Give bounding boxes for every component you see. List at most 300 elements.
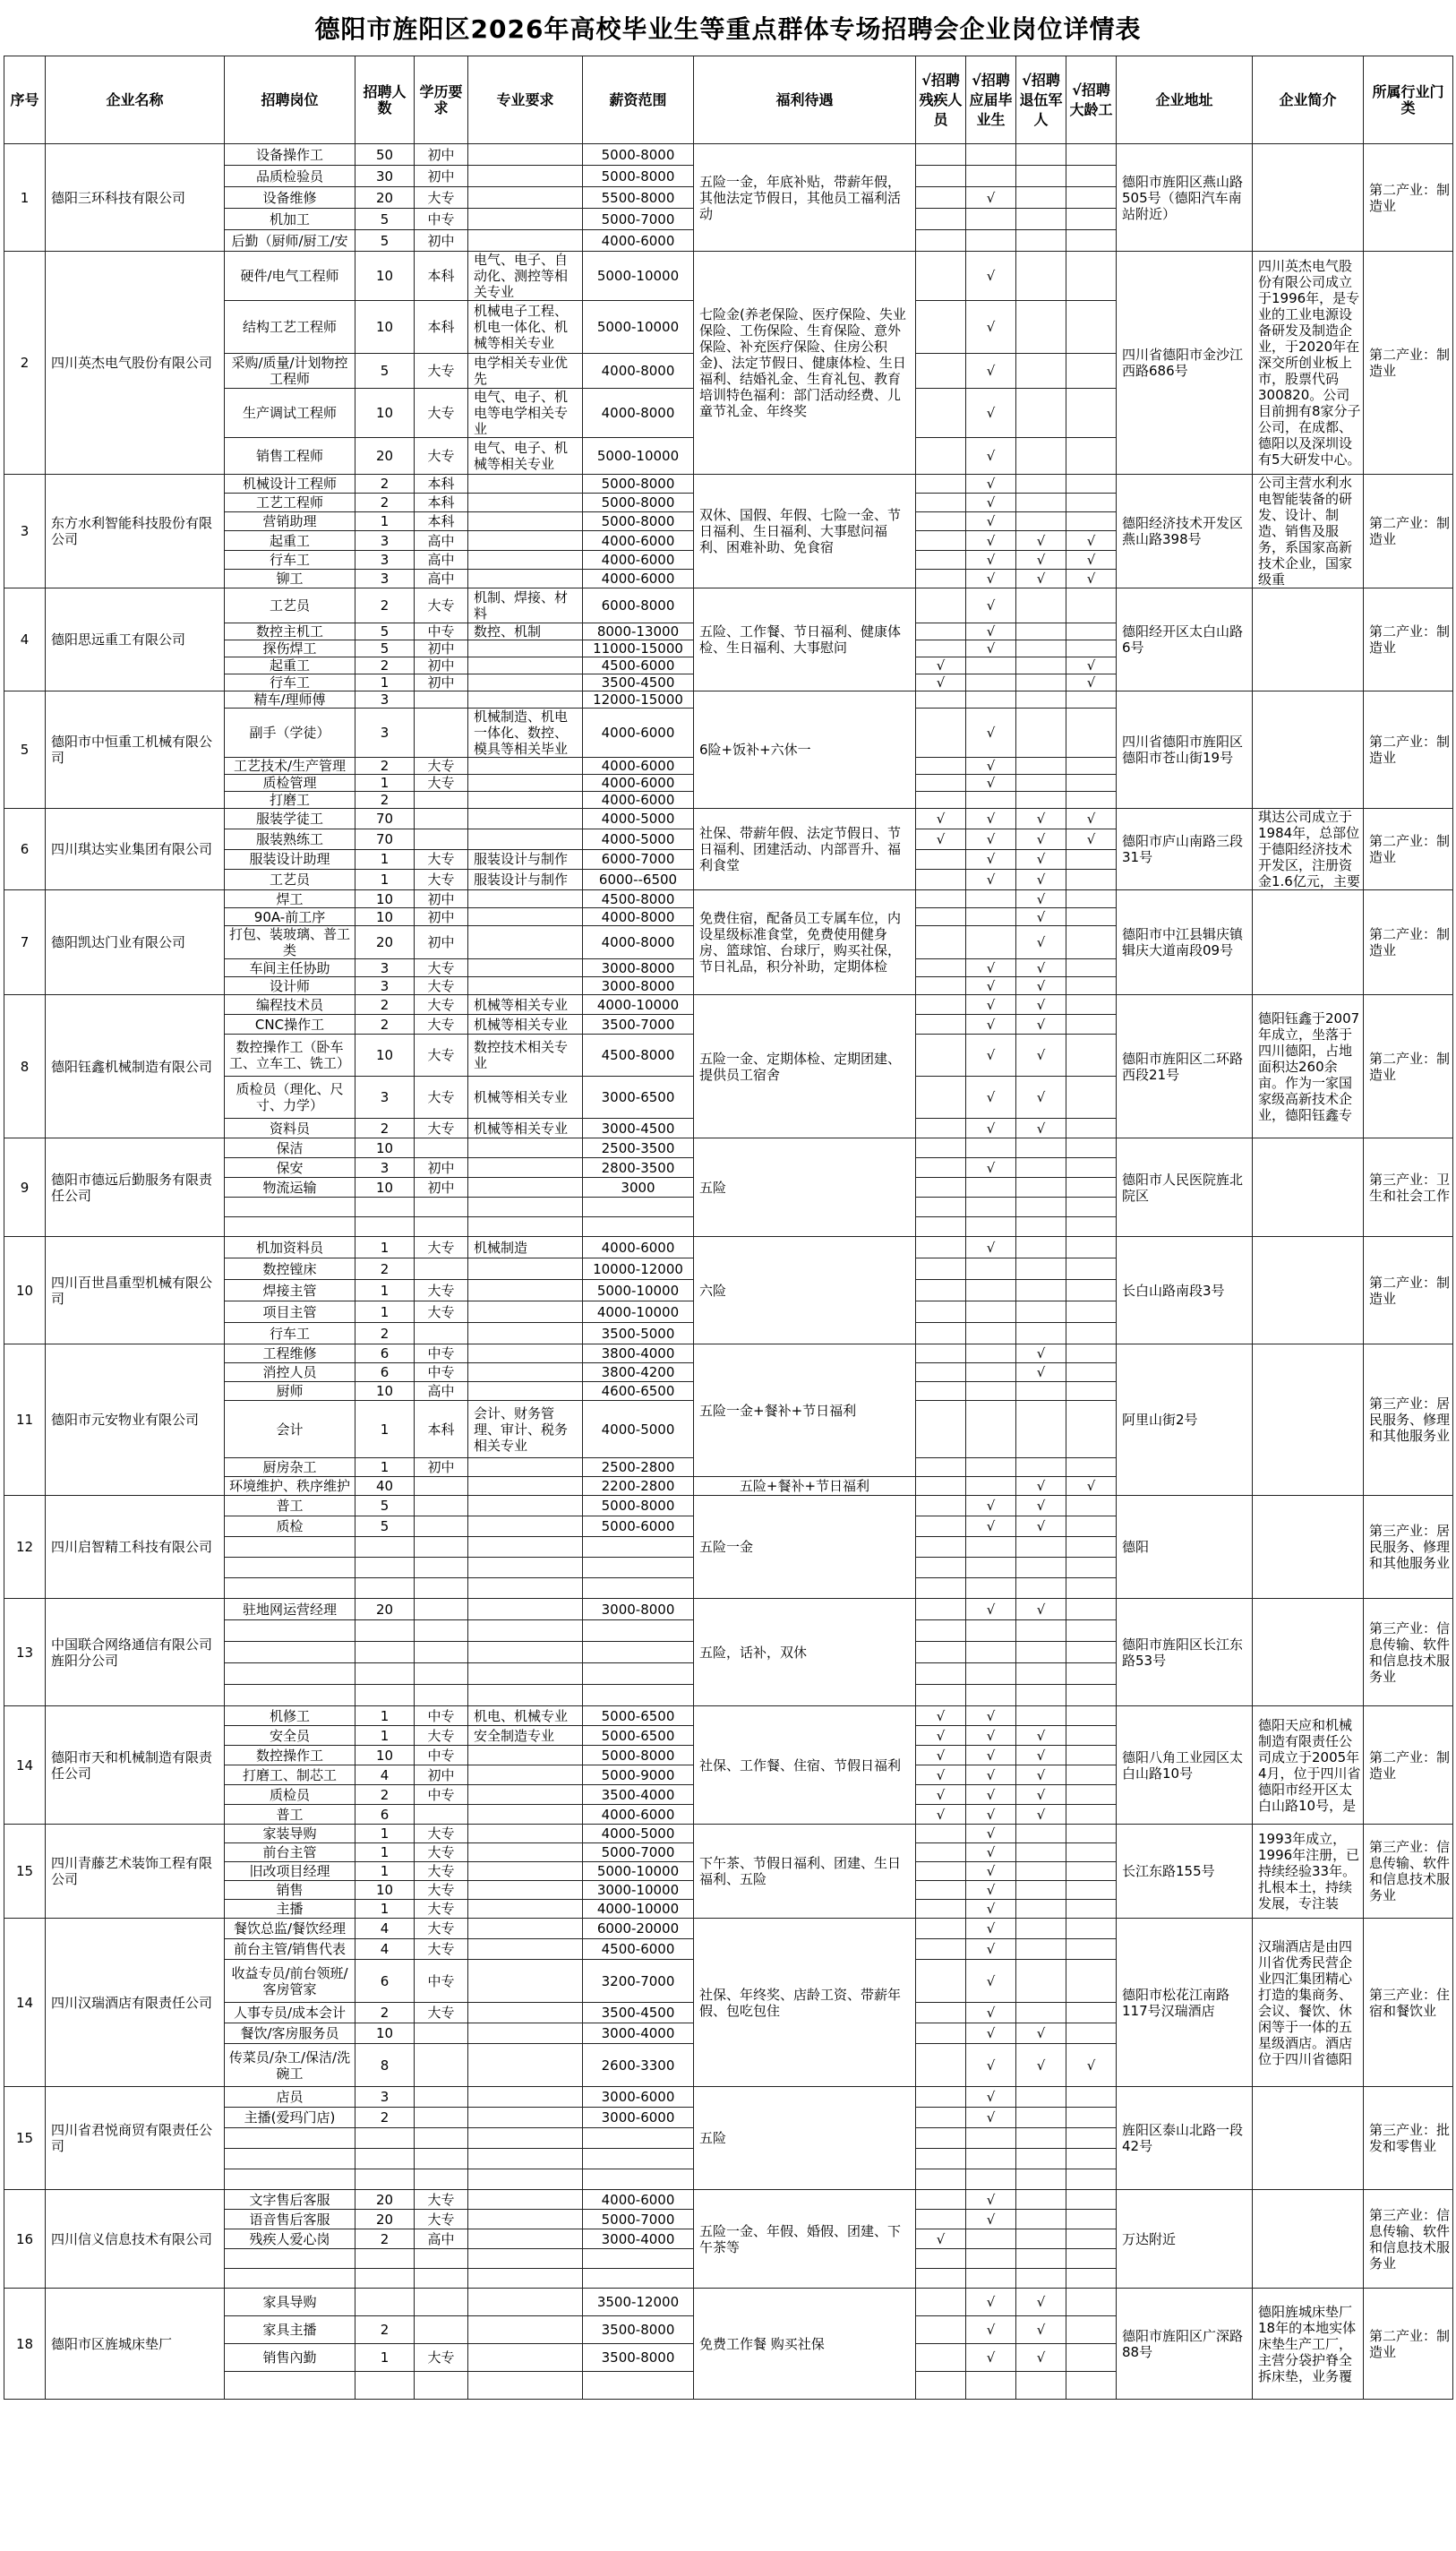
flag-older — [1066, 1363, 1117, 1382]
table-row — [4, 252, 1453, 301]
job-count: 2 — [355, 995, 415, 1015]
flag-graduate: √ — [966, 758, 1016, 775]
job-position: 车间主任协助 — [225, 959, 355, 977]
company-address: 旌阳区泰山北路一段42号 — [1117, 2087, 1253, 2190]
job-education — [415, 792, 468, 809]
flag-graduate: √ — [966, 977, 1016, 995]
job-salary: 2500-2800 — [583, 1458, 694, 1477]
job-salary: 5000-6000 — [583, 1516, 694, 1537]
company-address: 长白山路南段3号 — [1117, 1237, 1253, 1344]
job-major: 机械制造、机电一体化、数控、模具等相关毕业 — [468, 709, 583, 758]
job-salary — [583, 2128, 694, 2149]
flag-older — [1066, 2190, 1117, 2210]
job-count: 1 — [355, 1401, 415, 1458]
company-welfare: 五险、工作餐、节日福利、健康体检、生日福利、大事慰问 — [694, 588, 916, 691]
flag-graduate: √ — [966, 354, 1016, 389]
company-industry: 第二产业：制造业 — [1364, 1706, 1453, 1825]
job-salary: 3000 — [583, 1178, 694, 1198]
job-salary: 8000-13000 — [583, 623, 694, 640]
flag-graduate: √ — [966, 494, 1016, 512]
flag-graduate: √ — [966, 809, 1016, 829]
job-salary: 5000-10000 — [583, 301, 694, 354]
flag-disabled — [916, 1825, 966, 1843]
flag-graduate — [966, 1178, 1016, 1198]
flag-older — [1066, 1516, 1117, 1537]
flag-older — [1066, 1642, 1117, 1663]
job-position: 保洁 — [225, 1138, 355, 1158]
flag-veteran — [1016, 187, 1066, 209]
flag-graduate: √ — [966, 1077, 1016, 1119]
company-welfare: 五险一金+餐补+节日福利 — [694, 1344, 916, 1477]
company-welfare: 五险 — [694, 1138, 916, 1237]
job-salary: 5000-10000 — [583, 1862, 694, 1881]
company-intro — [1253, 691, 1364, 809]
job-major — [468, 2023, 583, 2044]
flag-veteran — [1016, 792, 1066, 809]
flag-disabled — [916, 512, 966, 531]
flag-veteran: √ — [1016, 959, 1066, 977]
job-position: 服装设计助理 — [225, 849, 355, 870]
flag-graduate: √ — [966, 1706, 1016, 1726]
job-count: 3 — [355, 959, 415, 977]
job-position: 销售 — [225, 1881, 355, 1900]
job-major: 电气、电子、自动化、测控等相关专业 — [468, 252, 583, 301]
job-salary: 3000-8000 — [583, 1599, 694, 1620]
company-intro: 四川英杰电气股份有限公司成立于1996年，是专业的工业电源设备研发及制造企业，于2020年在深交所创业板上市，股票代码300820。公司目前拥有8家分子公司，在成都、德阳以及深圳设有5大研发中心。 — [1253, 252, 1364, 475]
company-intro — [1253, 588, 1364, 691]
job-salary: 10000-12000 — [583, 1258, 694, 1280]
flag-older — [1066, 1015, 1117, 1035]
job-major — [468, 1138, 583, 1158]
job-major — [468, 1862, 583, 1881]
job-salary: 6000-7000 — [583, 849, 694, 870]
company-intro: 德阳钰鑫于2007年成立，坐落于四川德阳，占地面积达260余亩。作为一家国家级高新技术企业，德阳钰鑫专 — [1253, 995, 1364, 1138]
job-position: 起重工 — [225, 657, 355, 674]
job-education: 本科 — [415, 512, 468, 531]
flag-older: √ — [1066, 569, 1117, 588]
table-row — [4, 2087, 1453, 2108]
job-major — [468, 674, 583, 691]
job-major: 服装设计与制作 — [468, 849, 583, 870]
company-industry: 第三产业：卫生和社会工作 — [1364, 1138, 1453, 1237]
flag-disabled — [916, 1685, 966, 1706]
flag-graduate — [966, 1477, 1016, 1496]
job-major — [468, 230, 583, 252]
job-major — [468, 1843, 583, 1862]
company-address: 德阳经开区太白山路6号 — [1117, 588, 1253, 691]
job-position: CNC操作工 — [225, 1015, 355, 1035]
job-salary: 5000-6500 — [583, 1706, 694, 1726]
flag-older — [1066, 2108, 1117, 2128]
company-number: 8 — [4, 995, 46, 1138]
job-count: 20 — [355, 926, 415, 959]
header-no: 序号 — [4, 56, 46, 144]
job-position: 后勤（厨师/厨工/安 — [225, 230, 355, 252]
job-education: 初中 — [415, 230, 468, 252]
job-count: 3 — [355, 691, 415, 709]
flag-graduate: √ — [966, 1805, 1016, 1825]
job-salary: 4000-8000 — [583, 926, 694, 959]
flag-graduate: √ — [966, 1919, 1016, 1939]
flag-veteran — [1016, 1280, 1066, 1301]
job-count: 20 — [355, 187, 415, 209]
job-major — [468, 908, 583, 926]
flag-veteran — [1016, 1960, 1066, 2003]
job-count: 1 — [355, 1706, 415, 1726]
flag-graduate — [966, 230, 1016, 252]
job-position: 机械设计工程师 — [225, 475, 355, 494]
job-education: 初中 — [415, 640, 468, 657]
job-salary — [583, 2149, 694, 2169]
job-major: 数控、机制 — [468, 623, 583, 640]
flag-older — [1066, 1537, 1117, 1558]
job-salary: 4000-6000 — [583, 550, 694, 569]
flag-veteran: √ — [1016, 890, 1066, 908]
flag-veteran — [1016, 1919, 1066, 1939]
flag-veteran: √ — [1016, 2344, 1066, 2372]
flag-veteran: √ — [1016, 1344, 1066, 1363]
flag-older — [1066, 2023, 1117, 2044]
job-position — [225, 2169, 355, 2190]
company-name: 德阳市中恒重工机械有限公司 — [46, 691, 225, 809]
flag-disabled — [916, 1217, 966, 1237]
job-education: 本科 — [415, 1401, 468, 1458]
job-education: 中专 — [415, 209, 468, 230]
job-salary: 3500-4000 — [583, 1785, 694, 1805]
flag-graduate: √ — [966, 1900, 1016, 1919]
flag-older — [1066, 1599, 1117, 1620]
flag-disabled — [916, 623, 966, 640]
header-intro: 企业简介 — [1253, 56, 1364, 144]
company-name: 四川启智精工科技有限公司 — [46, 1496, 225, 1599]
company-name: 中国联合网络通信有限公司旌阳分公司 — [46, 1599, 225, 1706]
flag-disabled — [916, 1363, 966, 1382]
table-row — [4, 2190, 1453, 2210]
job-salary: 5000-8000 — [583, 1746, 694, 1765]
flag-older — [1066, 775, 1117, 792]
flag-disabled — [916, 438, 966, 475]
flag-veteran — [1016, 640, 1066, 657]
flag-older — [1066, 1765, 1117, 1785]
job-position: 环境维护、秩序维护 — [225, 1477, 355, 1496]
job-major — [468, 166, 583, 187]
job-major: 服装设计与制作 — [468, 870, 583, 890]
job-education — [415, 2108, 468, 2128]
flag-disabled — [916, 209, 966, 230]
job-major — [468, 691, 583, 709]
flag-disabled — [916, 1323, 966, 1344]
flag-graduate: √ — [966, 1765, 1016, 1785]
job-count — [355, 2372, 415, 2400]
flag-graduate: √ — [966, 870, 1016, 890]
job-position: 餐饮总监/餐饮经理 — [225, 1919, 355, 1939]
flag-veteran — [1016, 494, 1066, 512]
flag-older — [1066, 187, 1117, 209]
job-major: 电学相关专业优先 — [468, 354, 583, 389]
flag-disabled — [916, 1301, 966, 1323]
company-address: 德阳八角工业园区太白山路10号 — [1117, 1706, 1253, 1825]
job-major — [468, 1900, 583, 1919]
flag-graduate: √ — [966, 623, 1016, 640]
flag-older — [1066, 1881, 1117, 1900]
flag-graduate: √ — [966, 849, 1016, 870]
job-education: 中专 — [415, 1344, 468, 1363]
flag-disabled — [916, 1015, 966, 1035]
flag-graduate — [966, 674, 1016, 691]
flag-veteran: √ — [1016, 1077, 1066, 1119]
job-position: 铆工 — [225, 569, 355, 588]
flag-veteran — [1016, 758, 1066, 775]
company-industry: 第二产业：制造业 — [1364, 252, 1453, 475]
job-count — [355, 1663, 415, 1685]
job-education — [415, 2023, 468, 2044]
table-row — [4, 475, 1453, 494]
company-name: 四川琪达实业集团有限公司 — [46, 809, 225, 890]
job-count — [355, 2149, 415, 2169]
flag-disabled: √ — [916, 657, 966, 674]
job-position: 打磨工、制芯工 — [225, 1765, 355, 1785]
flag-veteran — [1016, 2003, 1066, 2023]
company-name: 德阳三环科技有限公司 — [46, 144, 225, 252]
table-row — [4, 1919, 1453, 1939]
flag-veteran — [1016, 657, 1066, 674]
job-education: 大专 — [415, 995, 468, 1015]
job-count: 2 — [355, 758, 415, 775]
job-position: 服装学徒工 — [225, 809, 355, 829]
flag-disabled — [916, 569, 966, 588]
flag-disabled — [916, 792, 966, 809]
flag-graduate: √ — [966, 829, 1016, 849]
job-salary: 5000-8000 — [583, 475, 694, 494]
job-education: 中专 — [415, 1785, 468, 1805]
flag-graduate: √ — [966, 531, 1016, 550]
company-intro: 1993年成立，1996年注册，已持续经验33年。扎根本土，持续发展，专注装 — [1253, 1825, 1364, 1919]
job-count: 1 — [355, 512, 415, 531]
flag-disabled — [916, 926, 966, 959]
job-salary: 4000-10000 — [583, 1900, 694, 1919]
flag-older — [1066, 494, 1117, 512]
job-salary: 5000-6500 — [583, 1726, 694, 1746]
job-count: 5 — [355, 1516, 415, 1537]
flag-older — [1066, 926, 1117, 959]
job-count: 10 — [355, 1881, 415, 1900]
flag-disabled — [916, 1843, 966, 1862]
job-salary — [583, 2249, 694, 2269]
flag-older — [1066, 1258, 1117, 1280]
job-position: 安全员 — [225, 1726, 355, 1746]
flag-disabled — [916, 1537, 966, 1558]
company-intro — [1253, 144, 1364, 252]
flag-disabled — [916, 1960, 966, 2003]
job-position: 数控镗床 — [225, 1258, 355, 1280]
job-major — [468, 550, 583, 569]
table-header-row — [4, 56, 1453, 144]
job-major — [468, 1960, 583, 2003]
job-major — [468, 187, 583, 209]
job-count: 50 — [355, 144, 415, 166]
job-count: 5 — [355, 640, 415, 657]
flag-graduate: √ — [966, 1496, 1016, 1516]
company-welfare: 免费住宿，配备员工专属车位，内设星级标准食堂，免费使用健身房、篮球馆、台球厅，购买社保，节日礼品，积分补助，定期体检 — [694, 890, 916, 995]
job-position: 质检 — [225, 1516, 355, 1537]
job-education — [415, 1323, 468, 1344]
job-major — [468, 657, 583, 674]
flag-disabled — [916, 1939, 966, 1960]
flag-disabled — [916, 1458, 966, 1477]
flag-older — [1066, 1746, 1117, 1765]
company-name: 德阳市区旌城床垫厂 — [46, 2289, 225, 2400]
job-position — [225, 2249, 355, 2269]
flag-veteran — [1016, 1843, 1066, 1862]
job-major — [468, 1663, 583, 1685]
flag-veteran — [1016, 1258, 1066, 1280]
flag-graduate: √ — [966, 1158, 1016, 1178]
flag-veteran — [1016, 252, 1066, 301]
flag-graduate — [966, 1323, 1016, 1344]
job-salary: 5000-10000 — [583, 252, 694, 301]
flag-veteran — [1016, 166, 1066, 187]
flag-graduate — [966, 657, 1016, 674]
flag-graduate — [966, 926, 1016, 959]
job-position: 焊接主管 — [225, 1280, 355, 1301]
table-row — [4, 1706, 1453, 1726]
flag-older — [1066, 512, 1117, 531]
flag-graduate: √ — [966, 1599, 1016, 1620]
job-count: 30 — [355, 166, 415, 187]
flag-veteran — [1016, 1458, 1066, 1477]
company-welfare: 社保、带薪年假、法定节假日、节日福利、团建活动、内部晋升、福利食堂 — [694, 809, 916, 890]
company-intro: 汉瑞酒店是由四川省优秀民营企业四汇集团精心打造的集商务、会议、餐饮、休闲等于一体的五星级酒店。酒店位于四川省德阳 — [1253, 1919, 1364, 2087]
flag-older — [1066, 1077, 1117, 1119]
flag-older — [1066, 1663, 1117, 1685]
job-major — [468, 2169, 583, 2190]
flag-veteran — [1016, 588, 1066, 623]
job-count: 2 — [355, 1785, 415, 1805]
company-address: 德阳市旌阳区燕山路505号（德阳汽车南站附近） — [1117, 144, 1253, 252]
header-industry: 所属行业门类 — [1364, 56, 1453, 144]
job-salary: 3500-8000 — [583, 2316, 694, 2344]
job-education — [415, 1599, 468, 1620]
job-position: 生产调试工程师 — [225, 389, 355, 438]
flag-veteran — [1016, 1706, 1066, 1726]
flag-disabled — [916, 2169, 966, 2190]
flag-graduate: √ — [966, 389, 1016, 438]
company-number: 15 — [4, 2087, 46, 2190]
flag-veteran: √ — [1016, 531, 1066, 550]
job-major — [468, 2108, 583, 2128]
company-intro — [1253, 890, 1364, 995]
job-position: 行车工 — [225, 674, 355, 691]
company-name: 德阳市元安物业有限公司 — [46, 1344, 225, 1496]
job-position: 文字售后客服 — [225, 2190, 355, 2210]
flag-disabled — [916, 2372, 966, 2400]
flag-graduate — [966, 908, 1016, 926]
job-salary: 2800-3500 — [583, 1158, 694, 1178]
job-count: 2 — [355, 1015, 415, 1035]
job-position: 采购/质量/计划物控工程师 — [225, 354, 355, 389]
flag-veteran: √ — [1016, 926, 1066, 959]
job-position: 物流运输 — [225, 1178, 355, 1198]
flag-disabled — [916, 640, 966, 657]
job-major — [468, 890, 583, 908]
job-position: 质检员（理化、尺寸、力学） — [225, 1077, 355, 1119]
flag-veteran — [1016, 301, 1066, 354]
job-salary: 5000-8000 — [583, 1496, 694, 1516]
flag-veteran — [1016, 2190, 1066, 2210]
job-salary: 4000-6000 — [583, 531, 694, 550]
job-position: 主播(爱玛门店) — [225, 2108, 355, 2128]
job-count — [355, 2249, 415, 2269]
job-education: 大专 — [415, 1900, 468, 1919]
job-salary: 3500-4500 — [583, 2003, 694, 2023]
flag-older — [1066, 2249, 1117, 2269]
job-major — [468, 494, 583, 512]
job-count: 1 — [355, 1726, 415, 1746]
job-major — [468, 1685, 583, 1706]
job-education: 初中 — [415, 1158, 468, 1178]
flag-older — [1066, 1158, 1117, 1178]
company-address: 德阳 — [1117, 1496, 1253, 1599]
job-education: 大专 — [415, 1919, 468, 1939]
company-industry: 第二产业：制造业 — [1364, 144, 1453, 252]
company-number: 10 — [4, 1237, 46, 1344]
job-position: 行车工 — [225, 1323, 355, 1344]
company-address: 四川省德阳市金沙江西路686号 — [1117, 252, 1253, 475]
job-count: 5 — [355, 209, 415, 230]
job-salary: 3500-7000 — [583, 1015, 694, 1035]
flag-disabled — [916, 2149, 966, 2169]
job-position — [225, 1685, 355, 1706]
flag-older — [1066, 977, 1117, 995]
job-count: 10 — [355, 890, 415, 908]
job-education — [415, 809, 468, 829]
company-industry: 第二产业：制造业 — [1364, 995, 1453, 1138]
flag-disabled — [916, 2269, 966, 2289]
job-education — [415, 1217, 468, 1237]
job-position: 普工 — [225, 1805, 355, 1825]
flag-veteran — [1016, 1825, 1066, 1843]
flag-graduate: √ — [966, 1237, 1016, 1258]
job-education: 大专 — [415, 775, 468, 792]
job-count — [355, 2289, 415, 2316]
flag-older — [1066, 1401, 1117, 1458]
flag-disabled — [916, 1578, 966, 1599]
flag-veteran — [1016, 1217, 1066, 1237]
job-education: 初中 — [415, 1765, 468, 1785]
job-salary: 2600-3300 — [583, 2044, 694, 2087]
company-welfare: 下午茶、节假日福利、团建、生日福利、五险 — [694, 1825, 916, 1919]
flag-veteran — [1016, 144, 1066, 166]
flag-veteran: √ — [1016, 1765, 1066, 1785]
job-salary: 4000-10000 — [583, 995, 694, 1015]
flag-veteran: √ — [1016, 1477, 1066, 1496]
company-welfare: 五险一金、年假、婚假、团建、下午茶等 — [694, 2190, 916, 2289]
flag-older — [1066, 1217, 1117, 1237]
job-count: 2 — [355, 1119, 415, 1138]
job-position: 会计 — [225, 1401, 355, 1458]
flag-graduate: √ — [966, 588, 1016, 623]
job-count — [355, 1620, 415, 1642]
job-position: 主播 — [225, 1900, 355, 1919]
job-position: 机加资料员 — [225, 1237, 355, 1258]
company-number: 15 — [4, 1825, 46, 1919]
job-education: 初中 — [415, 144, 468, 166]
job-major: 会计、财务管理、审计、税务相关专业 — [468, 1401, 583, 1458]
job-position: 前台主管 — [225, 1843, 355, 1862]
job-count: 5 — [355, 623, 415, 640]
flag-disabled — [916, 1198, 966, 1217]
job-position: 结构工艺工程师 — [225, 301, 355, 354]
